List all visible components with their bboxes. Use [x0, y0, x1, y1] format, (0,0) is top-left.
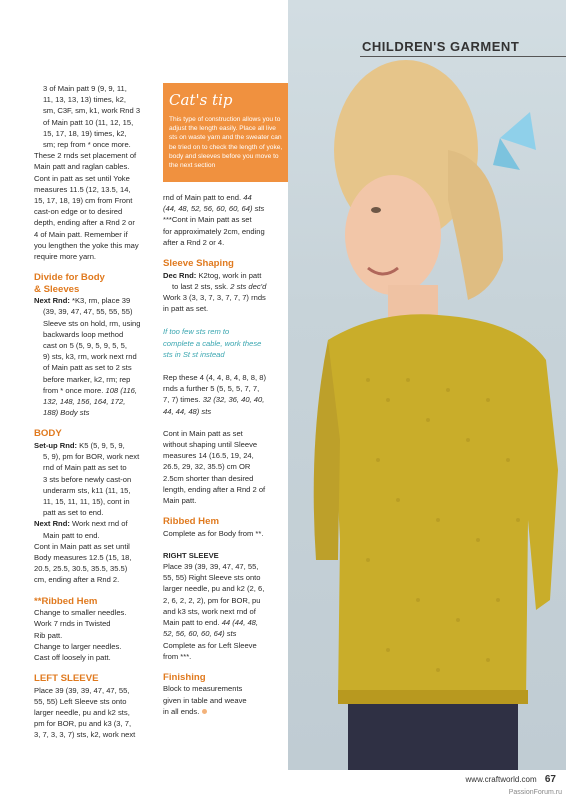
text-line: Main patt. — [163, 495, 197, 505]
text-line: 5, 9), pm for BOR, work next — [43, 452, 140, 462]
end-mark-icon — [202, 709, 207, 714]
stitch-count: 132, 148, 156, 164, 172, — [43, 397, 126, 407]
text-column-2 — [163, 192, 287, 717]
text-line: depth, ending after a Rnd 2 or — [34, 218, 135, 228]
stitch-count: 44, 44, 48) sts — [163, 406, 212, 416]
text-span: Main patt to end. — [163, 618, 220, 628]
text-line: larger needle, pu and k2 (2, 6, — [163, 584, 265, 594]
text-line: and k3 sts, work next rnd of — [163, 606, 256, 616]
text-line: If too few sts rem to — [163, 327, 230, 337]
text-line: Place 39 (39, 39, 47, 47, 55, — [163, 562, 259, 572]
stitch-count: 188) Body sts — [43, 408, 90, 418]
text-line: 20.5, 25.5, 30.5, 35.5, 35.5) — [34, 564, 128, 574]
text-line: Rep these 4 (4, 4, 8, 4, 8, 8, 8) — [163, 372, 266, 382]
text-line: Work 3 (3, 3, 7, 3, 7, 7, 7) rnds — [163, 292, 266, 302]
text-line: backwards loop method — [43, 329, 124, 339]
instruction-label: Next Rnd: — [34, 296, 70, 306]
text-line: sm; rep from * once more. — [43, 140, 131, 150]
heading-ribbed-hem: **Ribbed Hem — [34, 595, 98, 607]
stitch-count: 2 sts dec'd — [230, 281, 267, 291]
heading-ribbed-hem-sleeve: Ribbed Hem — [163, 516, 219, 528]
text-line: 4 of Main patt. Remember if — [34, 229, 128, 239]
text-line: complete a cable, work these — [163, 338, 262, 348]
text-line: length, ending after a Rnd 2 of — [163, 484, 266, 494]
text-line: 55, 55) Left Sleeve sts onto — [34, 696, 127, 706]
stitch-count: 44 (44, 48, — [221, 618, 259, 628]
text-line: require more yarn. — [34, 252, 97, 262]
text-line: pm for BOR, pu and k3 (3, 7, — [34, 719, 132, 729]
text-line: cm, ending after a Rnd 2. — [34, 575, 120, 585]
heading-sleeve-shaping: Sleeve Shaping — [163, 258, 234, 270]
text-line: 2.5cm shorter than desired — [163, 473, 254, 483]
text-line: Change to larger needles. — [34, 641, 122, 651]
tip-note — [163, 326, 287, 360]
text-line: cast-on edge or to desired — [34, 207, 123, 217]
cats-tip-body: This type of construction allows you to adjust the length easily. Place all live sts on waste yarn and the sweater can be tried on to check the length of yoke, body and sleeves before you move to the next section — [169, 116, 283, 170]
text-line: of Main patt 10 (11, 12, 15, — [43, 117, 134, 127]
text-line: Complete as for Body from **. — [163, 528, 264, 538]
text-span: K5 (5, 9, 5, 9, — [79, 440, 125, 450]
instruction-label: Set-up Rnd: — [34, 440, 78, 450]
text-line: rnd of Main patt as set to — [43, 463, 127, 473]
heading-line: & Sleeves — [34, 283, 80, 295]
text-line: of Main patt as set to 2 sts — [43, 363, 132, 373]
text-line: 15, 17, 18, 19) cm from Front — [34, 196, 133, 206]
page-number: 67 — [544, 774, 556, 785]
text-line: Cont in patt as set until Yoke — [34, 173, 130, 183]
text-span: K2tog, work in patt — [198, 270, 262, 280]
watermark: PassionForum.ru — [508, 789, 562, 796]
stitch-count: 52, 56, 60, 60, 64) sts — [163, 629, 237, 639]
text-span: in all ends. — [163, 706, 200, 716]
page-footer — [466, 774, 556, 785]
stitch-count: 108 (116, — [105, 385, 138, 395]
footer-url[interactable]: www.craftworld.com — [465, 775, 537, 784]
text-line: for approximately 2cm, ending — [163, 226, 265, 236]
cats-tip-title: Cat's tip — [169, 91, 233, 109]
text-line: Block to measurements — [163, 684, 243, 694]
text-line: without shaping until Sleeve — [163, 439, 258, 449]
text-line: Complete as for Left Sleeve — [163, 640, 257, 650]
text-line: underarm sts, k11 (11, 15, — [43, 485, 131, 495]
text-line: Sleeve sts on hold, rm, using — [43, 318, 141, 328]
section-divider — [360, 56, 566, 57]
text-line: ***Cont in Main patt as set — [163, 215, 252, 225]
text-line: measures 11.5 (12, 13.5, 14, — [34, 184, 131, 194]
text-line: 26.5, 29, 32, 35.5) cm OR — [163, 462, 251, 472]
text-line: sts in St st instead — [163, 349, 225, 359]
text-line: rnds a further 5 (5, 5, 5, 7, 7, — [163, 384, 260, 394]
text-line: after a Rnd 2 or 4. — [163, 237, 225, 247]
text-line: 15, 17, 18, 19) times, k2, — [43, 128, 127, 138]
text-line: Rib patt. — [34, 630, 63, 640]
text-line: larger needle, pu and k2 sts, — [34, 708, 130, 718]
text-line: 55, 55) Right Sleeve sts onto — [163, 573, 261, 583]
text-line: Body measures 12.5 (15, 18, — [34, 553, 132, 563]
instruction-label: Next Rnd: — [34, 519, 70, 529]
text-line: These 2 rnds set placement of — [34, 151, 137, 161]
text-line: cast on 5 (5, 9, 5, 9, 5, 5, — [43, 341, 128, 351]
text-line: 11, 13, 13, 13) times, k2, — [43, 95, 127, 105]
text-line: Cont in Main patt as set until — [34, 541, 130, 551]
text-span: *K3, rm, place 39 — [71, 296, 131, 306]
text-line: Change to smaller needles. — [34, 608, 127, 618]
text-span: 7, 7) times. — [163, 395, 201, 405]
instruction-label: Dec Rnd: — [163, 270, 197, 280]
text-line: you lengthen the yoke this may — [34, 240, 139, 250]
text-line: patt as set to end. — [43, 508, 104, 518]
heading-right-sleeve: RIGHT SLEEVE — [163, 550, 219, 560]
text-line: 2, 6, 2, 2, 2), pm for BOR, pu — [163, 595, 261, 605]
text-line: 11, 15, 11, 11, 15), cont in — [43, 497, 130, 506]
cats-tip-box — [163, 83, 288, 182]
stitch-count: (44, 48, 52, 56, 60, 60, 64) sts — [163, 204, 265, 214]
stitch-count: 32 (32, 36, 40, 40, — [202, 395, 265, 405]
text-line: before marker, k2, rm; rep — [43, 374, 131, 384]
text-line: 3 of Main patt 9 (9, 9, 11, — [43, 84, 127, 93]
text-span: to last 2 sts, ssk. — [172, 281, 229, 291]
text-span: Work next rnd of — [71, 519, 128, 529]
text-line: Work 7 rnds in Twisted — [34, 619, 111, 629]
text-line: from ***. — [163, 651, 192, 661]
text-line: (39, 39, 47, 47, 55, 55, 55) — [43, 307, 133, 317]
text-line: 9) sts, k3, rm, work next rnd — [43, 352, 137, 362]
text-line: given in table and weave — [163, 695, 247, 705]
text-line: Main patt to end. — [43, 530, 100, 540]
text-line: 3, 7, 3, 3, 7) sts, k2, work next — [34, 730, 136, 740]
heading-finishing: Finishing — [163, 671, 206, 683]
stitch-count: 44 — [243, 193, 252, 202]
text-span: rnd of Main patt to end. — [163, 193, 242, 202]
photo-child-sweater — [288, 0, 566, 770]
heading-left-sleeve: LEFT SLEEVE — [34, 673, 99, 685]
text-line: 3 sts before newly cast-on — [43, 474, 132, 484]
section-title: CHILDREN'S GARMENT — [362, 39, 520, 54]
photo-illustration — [288, 0, 566, 770]
text-line: in patt as set. — [163, 304, 209, 314]
text-column-1 — [34, 83, 160, 741]
text-line: Cast off loosely in patt. — [34, 652, 111, 662]
text-line: measures 14 (16.5, 19, 24, — [163, 451, 254, 461]
heading-line: Divide for Body — [34, 272, 105, 284]
text-line: Main patt and raglan cables. — [34, 162, 130, 172]
heading-body: BODY — [34, 428, 62, 440]
heading-divide-body-sleeves — [34, 272, 160, 295]
text-line: Place 39 (39, 39, 47, 47, 55, — [34, 685, 130, 695]
text-line: sm, C3F, sm, k1, work Rnd 3 — [43, 106, 141, 116]
text-span: from * once more. — [43, 385, 104, 395]
text-line: Cont in Main patt as set — [163, 428, 243, 438]
